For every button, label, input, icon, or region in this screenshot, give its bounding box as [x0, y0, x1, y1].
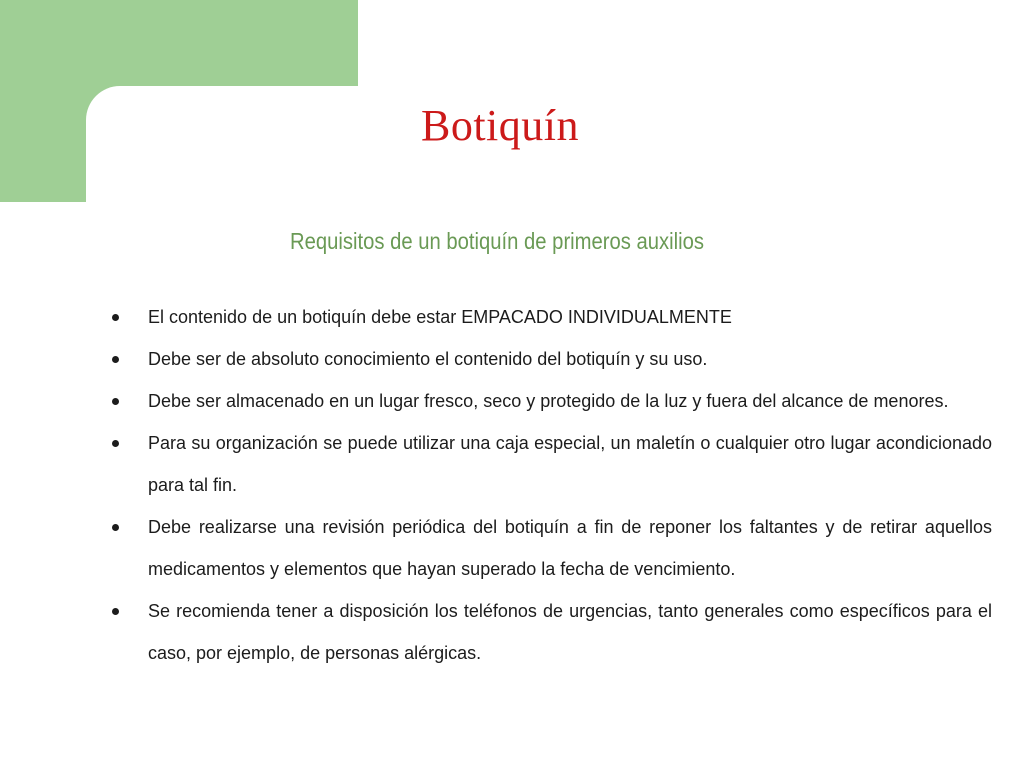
list-item-text: Debe ser almacenado en un lugar fresco, seco y protegido de la luz y fuera del alcance de menores.	[148, 391, 949, 411]
bullet-icon	[112, 314, 119, 321]
list-item	[108, 506, 992, 590]
bullet-icon	[112, 524, 119, 531]
bullet-icon	[112, 356, 119, 363]
list-item-text: Se recomienda tener a disposición los teléfonos de urgencias, tanto generales como específicos para el caso, por ejemplo, de personas alérgicas.	[148, 601, 992, 663]
list-item-text: Debe realizarse una revisión periódica del botiquín a fin de reponer los faltantes y de retirar aquellos medicamentos y elementos que hayan superado la fecha de vencimiento.	[148, 517, 992, 579]
list-item	[108, 296, 992, 338]
list-item	[108, 422, 992, 506]
list-item	[108, 338, 992, 380]
bullet-icon	[112, 608, 119, 615]
list-item-text: Debe ser de absoluto conocimiento el contenido del botiquín y su uso.	[148, 349, 708, 369]
section-subtitle: Requisitos de un botiquín de primeros auxilios	[290, 228, 705, 254]
list-item	[108, 380, 992, 422]
list-item-text: Para su organización se puede utilizar una caja especial, un maletín o cualquier otro lugar acondicionado para tal fin.	[148, 433, 992, 495]
bullet-icon	[112, 440, 119, 447]
bullet-icon	[112, 398, 119, 405]
requirements-list	[108, 296, 992, 674]
list-item	[108, 590, 992, 674]
slide-title: Botiquín	[420, 101, 580, 150]
list-item-text: El contenido de un botiquín debe estar EMPACADO INDIVIDUALMENTE	[148, 307, 732, 327]
